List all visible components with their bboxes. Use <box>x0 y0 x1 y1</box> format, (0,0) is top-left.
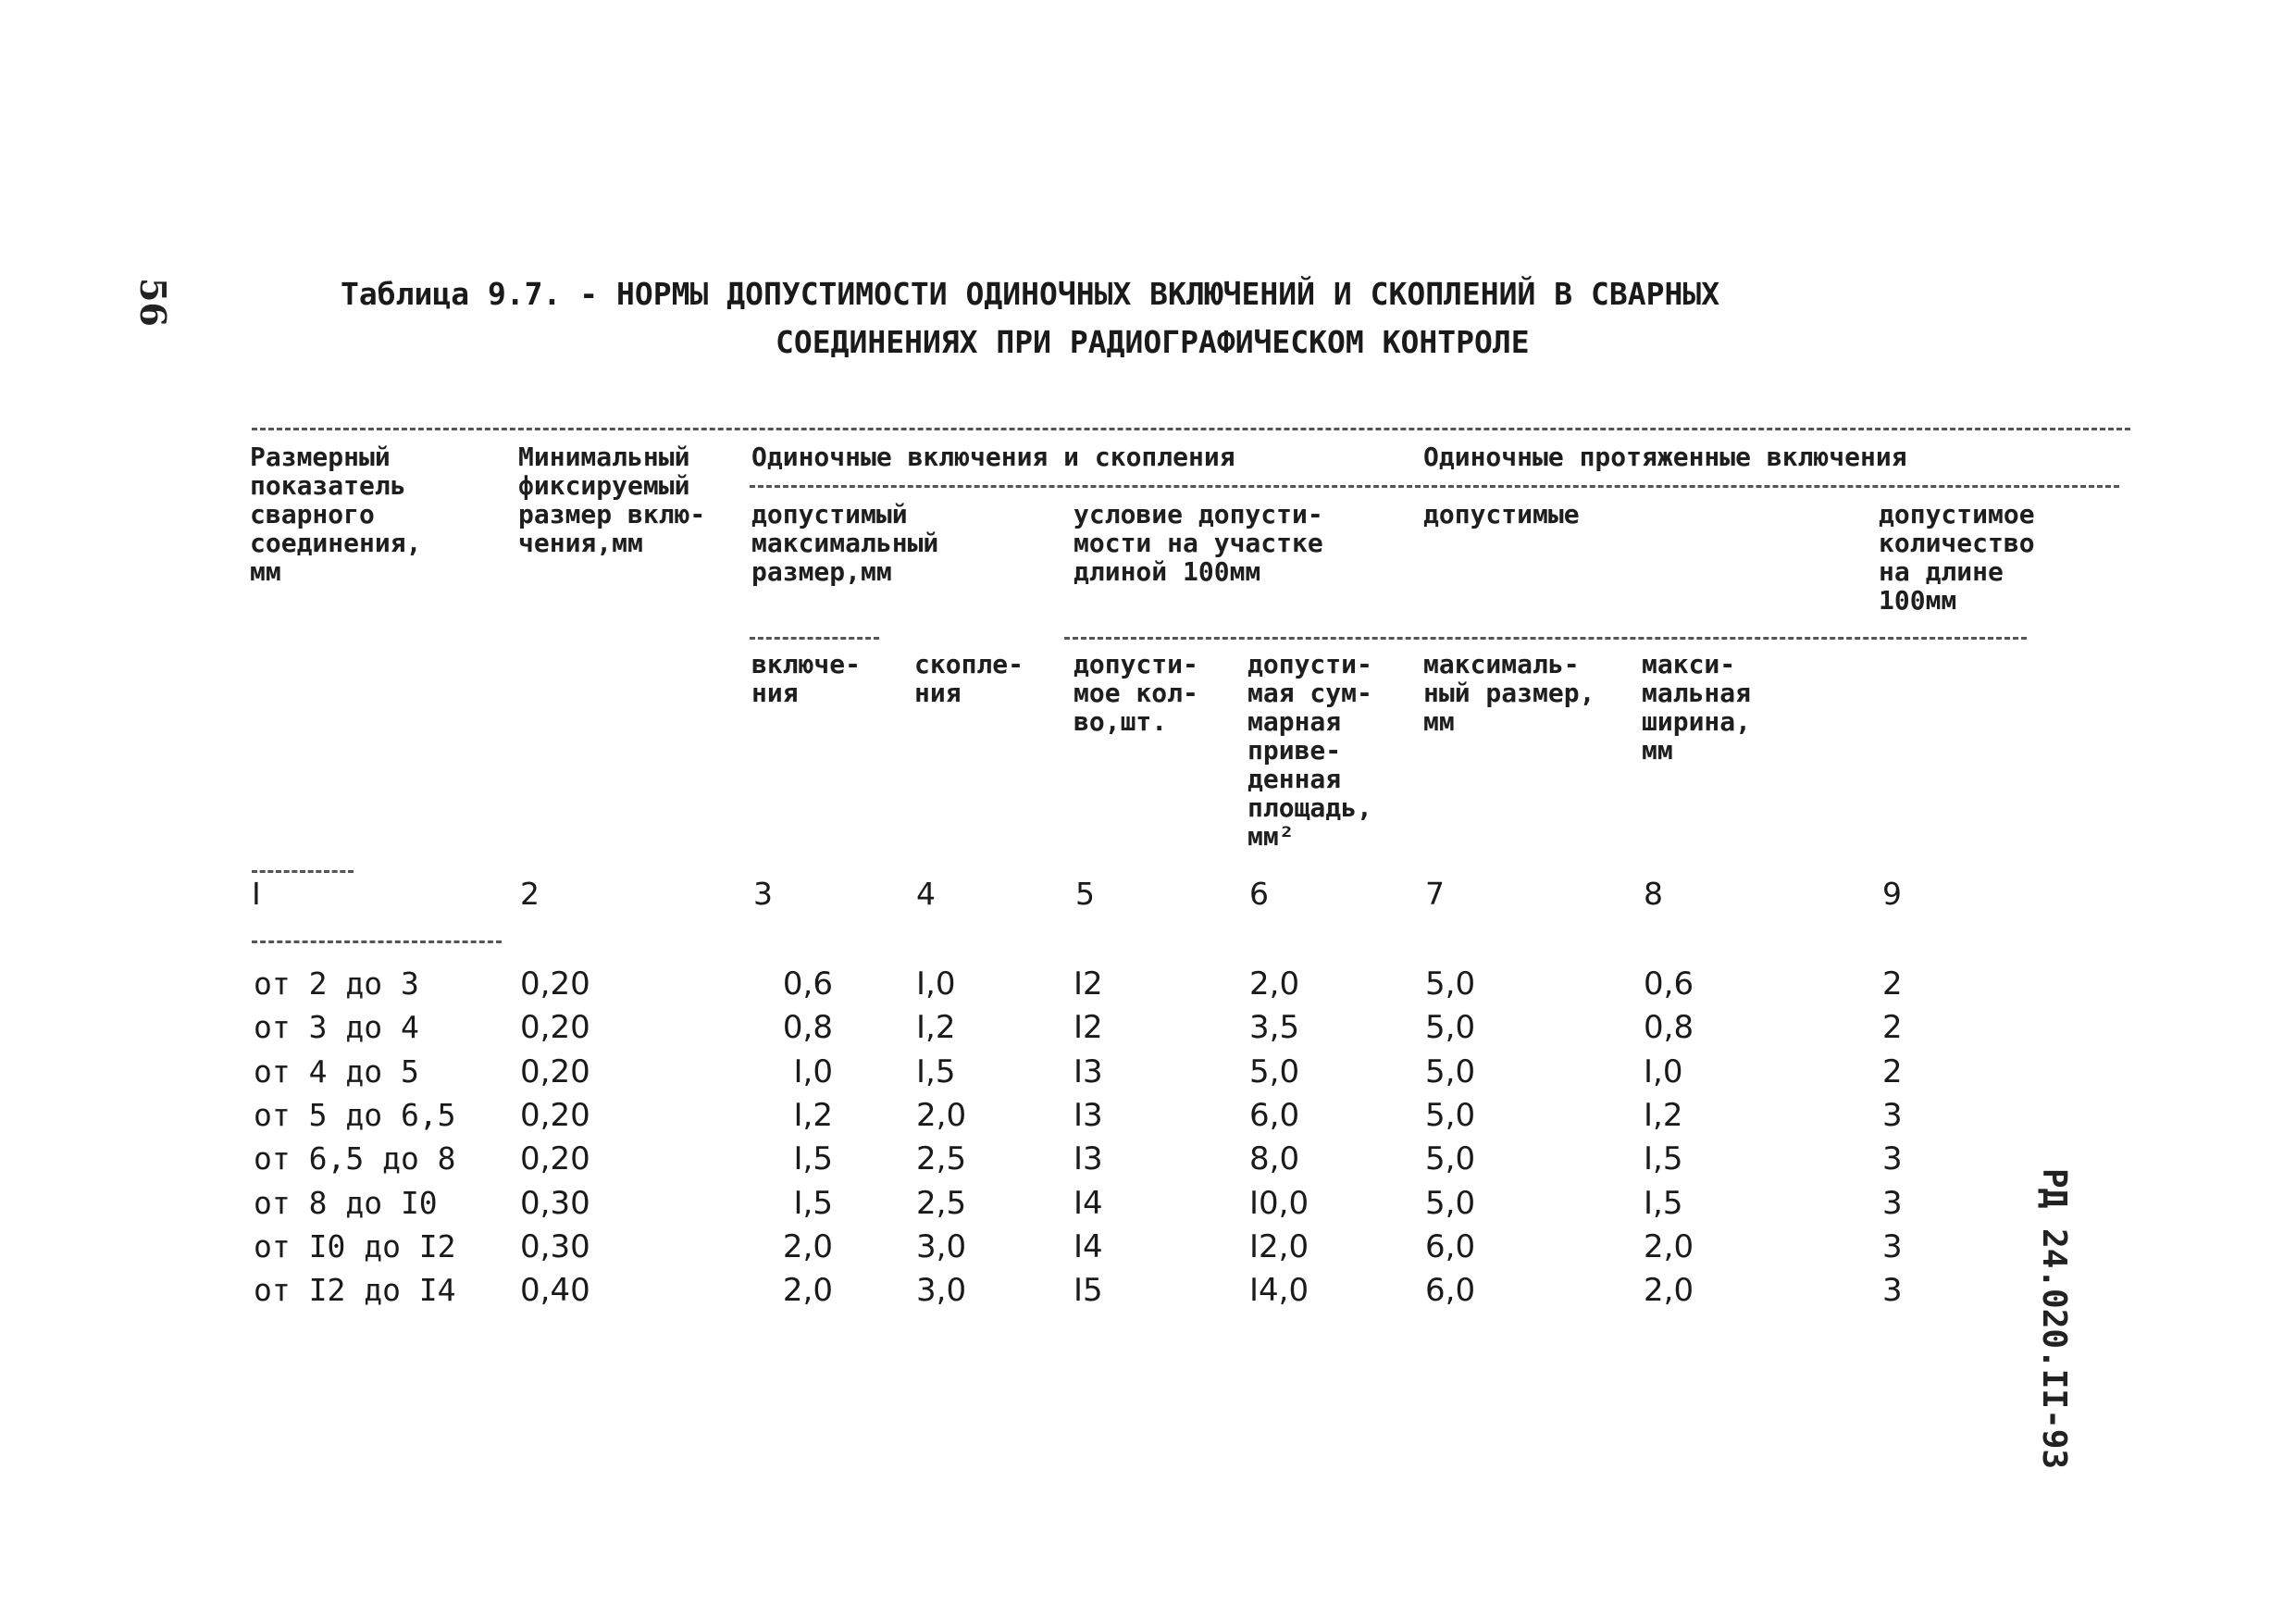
cell-allowed-count: 2 <box>1882 1009 1903 1046</box>
document-code: РД 24.020.II-93 <box>2035 1168 2073 1470</box>
cell-allowed-quantity: I3 <box>1074 1140 1103 1177</box>
cell-min-size: 0,30 <box>520 1185 590 1222</box>
cell-max-width: 2,0 <box>1644 1272 1694 1309</box>
header-size-index: Размерный показатель сварного соединения, мм <box>250 442 422 587</box>
cell-max-inclusion: 2,0 <box>782 1228 833 1265</box>
column-number-7: 7 <box>1425 876 1445 912</box>
column-number-4: 4 <box>916 876 936 912</box>
header-allowed-quantity: допусти- мое кол- во,шт. <box>1074 649 1198 737</box>
cell-total-area: 5,0 <box>1249 1053 1300 1090</box>
cell-max-width: I,5 <box>1644 1140 1683 1177</box>
cell-min-size: 0,20 <box>520 1053 590 1090</box>
cell-max-cluster: 2,0 <box>916 1097 967 1134</box>
cell-total-area: 8,0 <box>1249 1140 1300 1177</box>
cell-max-width: I,2 <box>1644 1097 1683 1134</box>
cell-total-area: I4,0 <box>1249 1272 1309 1309</box>
cell-total-area: 2,0 <box>1249 965 1300 1003</box>
cell-size-range: от 3 до 4 <box>254 1009 419 1045</box>
cell-total-area: 6,0 <box>1249 1097 1300 1134</box>
column-number-3: 3 <box>753 876 773 912</box>
header-allowed: допустимые <box>1423 499 1580 529</box>
number-row-bottom-rule <box>252 940 502 943</box>
subgroup-rule-left <box>750 637 879 640</box>
table-title-line-1: Таблица 9.7. - НОРМЫ ДОПУСТИМОСТИ ОДИНОЧНЫХ ВКЛЮЧЕНИЙ И СКОПЛЕНИЙ В СВАРНЫХ <box>341 276 1720 312</box>
cell-min-size: 0,20 <box>520 1009 590 1046</box>
cell-max-dimension: 6,0 <box>1425 1228 1476 1265</box>
header-group-single-inclusions: Одиночные включения и скопления <box>751 442 1235 472</box>
subgroup-rule-right <box>1064 637 2027 640</box>
cell-max-dimension: 5,0 <box>1425 965 1476 1003</box>
header-group-extended-inclusions: Одиночные протяженные включения <box>1423 442 1907 472</box>
header-max-size: допустимый максимальный размер,мм <box>751 499 939 587</box>
header-clusters: скопле- ния <box>914 649 1024 708</box>
header-max-dimension: максималь- ный размер, мм <box>1423 649 1595 737</box>
header-total-area: допусти- мая сум- марная приве- денная площадь, мм² <box>1247 649 1372 852</box>
page-number: 56 <box>132 278 174 327</box>
cell-max-cluster: 2,5 <box>916 1140 967 1177</box>
cell-total-area: I0,0 <box>1249 1185 1309 1222</box>
cell-max-inclusion: 0,8 <box>782 1009 833 1046</box>
cell-max-dimension: 6,0 <box>1425 1272 1476 1309</box>
header-max-width: макси- мальная ширина, мм <box>1642 649 1752 766</box>
cell-total-area: 3,5 <box>1249 1009 1300 1046</box>
cell-max-cluster: I,5 <box>916 1053 956 1090</box>
cell-max-dimension: 5,0 <box>1425 1140 1476 1177</box>
header-condition: условие допусти- мости на участке длиной 100мм <box>1074 499 1323 587</box>
cell-allowed-count: 2 <box>1882 1053 1903 1090</box>
cell-max-width: 0,8 <box>1644 1009 1694 1046</box>
cell-allowed-count: 3 <box>1882 1097 1903 1134</box>
cell-size-range: от 6,5 до 8 <box>254 1140 456 1177</box>
column-number-8: 8 <box>1644 876 1663 912</box>
cell-allowed-quantity: I3 <box>1074 1053 1103 1090</box>
table-top-rule <box>252 428 2130 430</box>
cell-max-cluster: 2,5 <box>916 1185 967 1222</box>
group-header-rule <box>750 485 2119 488</box>
cell-allowed-count: 2 <box>1882 965 1903 1003</box>
column-number-1: I <box>252 876 261 912</box>
cell-total-area: I2,0 <box>1249 1228 1309 1265</box>
cell-allowed-count: 3 <box>1882 1272 1903 1309</box>
cell-max-inclusion: I,5 <box>793 1140 833 1177</box>
cell-max-width: I,0 <box>1644 1053 1683 1090</box>
cell-max-cluster: I,0 <box>916 965 956 1003</box>
cell-max-width: 2,0 <box>1644 1228 1694 1265</box>
cell-max-dimension: 5,0 <box>1425 1097 1476 1134</box>
cell-size-range: от I2 до I4 <box>254 1272 456 1308</box>
header-allowed-count: допустимое количество на длине 100мм <box>1879 499 2035 616</box>
cell-max-width: I,5 <box>1644 1185 1683 1222</box>
cell-allowed-quantity: I4 <box>1074 1185 1103 1222</box>
cell-max-inclusion: 0,6 <box>782 965 833 1003</box>
cell-max-inclusion: 2,0 <box>782 1272 833 1309</box>
header-inclusions: включе- ния <box>751 649 862 708</box>
cell-max-inclusion: I,0 <box>793 1053 833 1090</box>
cell-max-dimension: 5,0 <box>1425 1185 1476 1222</box>
cell-min-size: 0,20 <box>520 1140 590 1177</box>
cell-size-range: от 5 до 6,5 <box>254 1097 456 1133</box>
cell-allowed-quantity: I5 <box>1074 1272 1103 1309</box>
cell-min-size: 0,20 <box>520 1097 590 1134</box>
cell-allowed-quantity: I2 <box>1074 1009 1103 1046</box>
cell-max-width: 0,6 <box>1644 965 1694 1003</box>
header-bottom-rule <box>252 870 354 873</box>
cell-size-range: от I0 до I2 <box>254 1228 456 1264</box>
cell-max-dimension: 5,0 <box>1425 1053 1476 1090</box>
cell-max-inclusion: I,5 <box>793 1185 833 1222</box>
cell-min-size: 0,30 <box>520 1228 590 1265</box>
cell-max-cluster: 3,0 <box>916 1272 967 1309</box>
cell-allowed-count: 3 <box>1882 1185 1903 1222</box>
cell-allowed-quantity: I3 <box>1074 1097 1103 1134</box>
cell-allowed-count: 3 <box>1882 1140 1903 1177</box>
cell-max-cluster: I,2 <box>916 1009 956 1046</box>
cell-allowed-count: 3 <box>1882 1228 1903 1265</box>
table-title-line-2: СОЕДИНЕНИЯХ ПРИ РАДИОГРАФИЧЕСКОМ КОНТРОЛЕ <box>776 324 1530 360</box>
column-number-6: 6 <box>1249 876 1269 912</box>
header-min-fixed-size: Минимальный фиксируемый размер вклю- чения,мм <box>518 442 706 558</box>
column-number-5: 5 <box>1075 876 1095 912</box>
cell-allowed-quantity: I4 <box>1074 1228 1103 1265</box>
cell-allowed-quantity: I2 <box>1074 965 1103 1003</box>
table-title <box>341 270 2006 367</box>
cell-size-range: от 4 до 5 <box>254 1053 419 1090</box>
cell-min-size: 0,20 <box>520 965 590 1003</box>
cell-size-range: от 8 до I0 <box>254 1185 438 1221</box>
cell-max-dimension: 5,0 <box>1425 1009 1476 1046</box>
cell-min-size: 0,40 <box>520 1272 590 1309</box>
cell-size-range: от 2 до 3 <box>254 965 419 1002</box>
column-number-2: 2 <box>520 876 540 912</box>
column-number-9: 9 <box>1882 876 1902 912</box>
cell-max-inclusion: I,2 <box>793 1097 833 1134</box>
cell-max-cluster: 3,0 <box>916 1228 967 1265</box>
